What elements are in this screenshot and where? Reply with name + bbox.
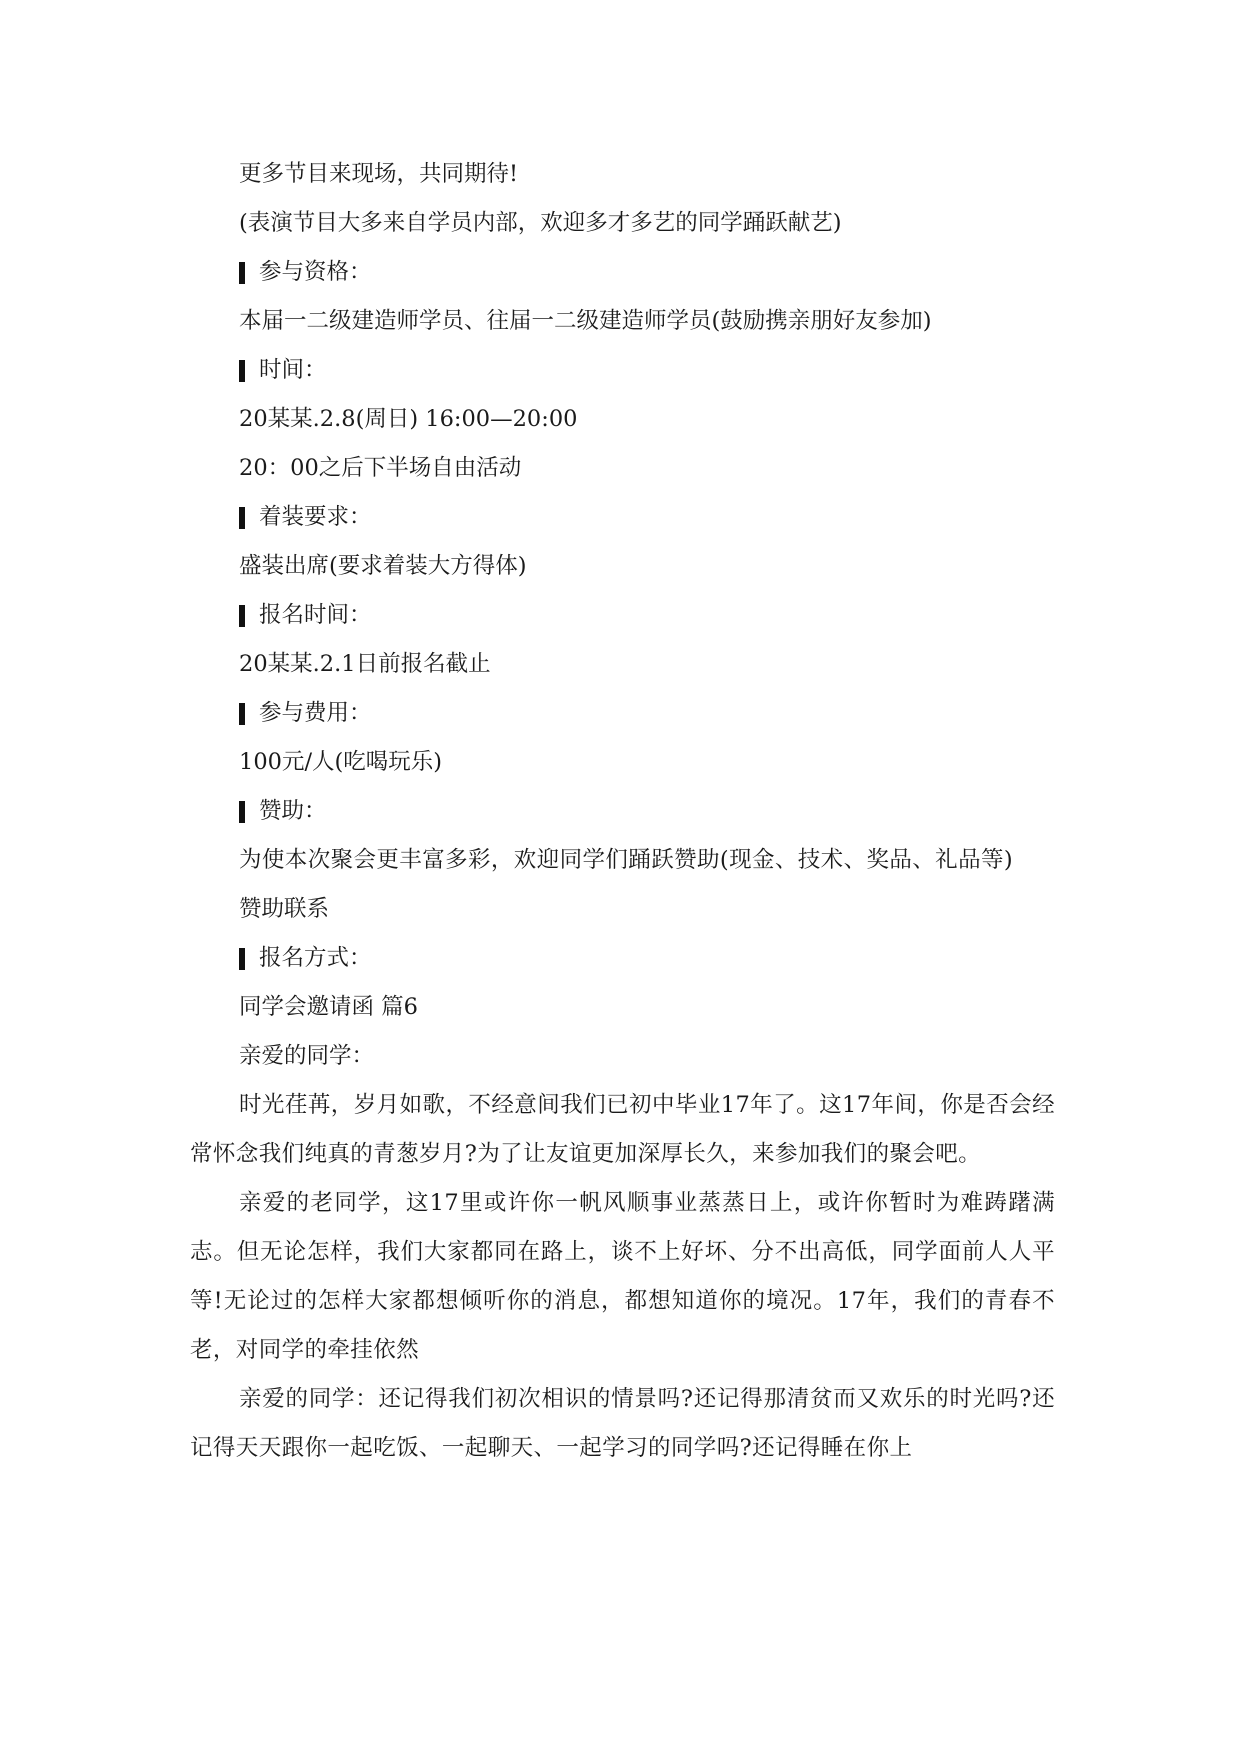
document-page	[190, 150, 1055, 1473]
heading-text: 报名时间：	[259, 602, 372, 628]
program-note: (表演节目大多来自学员内部，欢迎多才多艺的同学踊跃献艺)	[239, 210, 842, 236]
section-heading-qualification	[190, 248, 1055, 297]
letter-paragraph: 亲爱的同学：还记得我们初次相识的情景吗?还记得那清贫而又欢乐的时光吗?还记得天天跟你一起吃饭、一起聊天、一起学习的同学吗?还记得睡在你上	[190, 1386, 1055, 1461]
bullet-bar-icon	[239, 801, 245, 823]
bullet-bar-icon	[239, 360, 245, 382]
heading-text: 参与资格：	[259, 259, 372, 285]
heading-text: 着装要求：	[259, 504, 372, 530]
program-line: 更多节目来现场，共同期待!	[239, 161, 519, 187]
time-text: 20某某.2.8(周日) 16:00—20:00	[239, 406, 578, 432]
letter-paragraph: 亲爱的老同学，这17里或许你一帆风顺事业蒸蒸日上，或许你暂时为难踌躇满志。但无论怎样，我们大家都同在路上，谈不上好坏、分不出高低，同学面前人人平等!无论过的怎样大家都想倾听你的消息，都想知道你的境况。17年，我们的青春不老，对同学的牵挂依然	[190, 1190, 1055, 1363]
bullet-bar-icon	[239, 262, 245, 284]
section-heading-signup-method	[190, 934, 1055, 983]
letter-title: 同学会邀请函 篇6	[239, 994, 418, 1020]
section-heading-fee	[190, 689, 1055, 738]
heading-text: 参与费用：	[259, 700, 372, 726]
bullet-bar-icon	[239, 948, 245, 970]
time-note: 20：00之后下半场自由活动	[239, 455, 522, 481]
heading-text: 报名方式：	[259, 945, 372, 971]
letter-paragraph: 时光荏苒，岁月如歌，不经意间我们已初中毕业17年了。这17年间，你是否会经常怀念我们纯真的青葱岁月?为了让友谊更加深厚长久，来参加我们的聚会吧。	[190, 1092, 1055, 1167]
section-heading-sponsor	[190, 787, 1055, 836]
bullet-bar-icon	[239, 703, 245, 725]
qualification-text: 本届一二级建造师学员、往届一二级建造师学员(鼓励携亲朋好友参加)	[239, 308, 932, 334]
sponsor-contact: 赞助联系	[239, 896, 330, 922]
section-heading-dress	[190, 493, 1055, 542]
letter-greeting: 亲爱的同学：	[239, 1043, 375, 1069]
dress-text: 盛装出席(要求着装大方得体)	[239, 553, 527, 579]
fee-text: 100元/人(吃喝玩乐)	[239, 749, 443, 775]
bullet-bar-icon	[239, 605, 245, 627]
heading-text: 时间：	[259, 357, 327, 383]
sponsor-text: 为使本次聚会更丰富多彩，欢迎同学们踊跃赞助(现金、技术、奖品、礼品等)	[239, 847, 1014, 873]
heading-text: 赞助：	[259, 798, 327, 824]
section-heading-registration-time	[190, 591, 1055, 640]
bullet-bar-icon	[239, 507, 245, 529]
section-heading-time	[190, 346, 1055, 395]
registration-time-text: 20某某.2.1日前报名截止	[239, 651, 491, 677]
